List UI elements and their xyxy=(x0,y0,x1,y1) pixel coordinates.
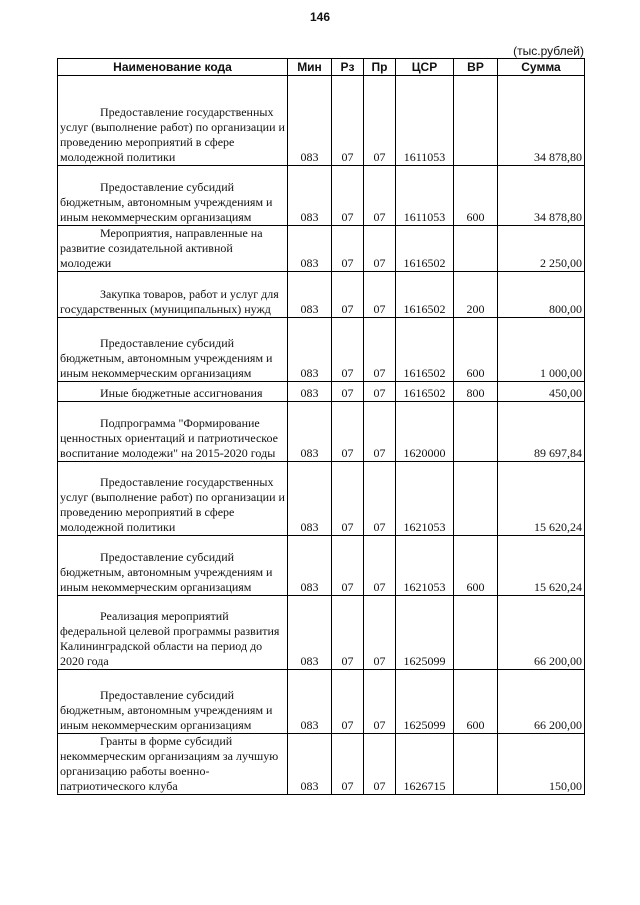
row-vr: 200 xyxy=(454,272,498,318)
row-csr: 1626715 xyxy=(396,734,454,795)
row-rz: 07 xyxy=(332,166,364,226)
row-name xyxy=(58,318,288,382)
table-row xyxy=(58,318,585,382)
header-rz: Рз xyxy=(332,59,364,76)
row-sum: 15 620,24 xyxy=(498,536,585,596)
row-name xyxy=(58,402,288,462)
table-row xyxy=(58,536,585,596)
row-name-text: Закупка товаров, работ и услуг для государственных (муниципальных) нужд xyxy=(60,287,279,316)
row-vr: 600 xyxy=(454,536,498,596)
row-name xyxy=(58,166,288,226)
row-name-text: Предоставление субсидий бюджетным, автономным учреждениям и иным некоммерческим организациям xyxy=(60,550,273,594)
row-vr xyxy=(454,226,498,272)
row-pr: 07 xyxy=(364,402,396,462)
table-row xyxy=(58,226,585,272)
row-name xyxy=(58,382,288,402)
row-csr: 1616502 xyxy=(396,318,454,382)
row-sum: 34 878,80 xyxy=(498,166,585,226)
row-min: 083 xyxy=(288,76,332,166)
row-sum: 66 200,00 xyxy=(498,670,585,734)
row-csr: 1611053 xyxy=(396,76,454,166)
row-name xyxy=(58,462,288,536)
table-row xyxy=(58,596,585,670)
row-rz: 07 xyxy=(332,402,364,462)
row-rz: 07 xyxy=(332,670,364,734)
row-rz: 07 xyxy=(332,596,364,670)
row-csr: 1621053 xyxy=(396,462,454,536)
row-csr: 1625099 xyxy=(396,596,454,670)
row-name xyxy=(58,596,288,670)
row-rz: 07 xyxy=(332,272,364,318)
row-name-text: Предоставление государственных услуг (выполнение работ) по организации и проведению мероприятий в сфере молодежной политики xyxy=(60,475,285,534)
row-csr: 1620000 xyxy=(396,402,454,462)
row-sum: 150,00 xyxy=(498,734,585,795)
units-label: (тыс.рублей) xyxy=(513,44,584,58)
table-row xyxy=(58,734,585,795)
row-rz: 07 xyxy=(332,226,364,272)
row-vr: 600 xyxy=(454,670,498,734)
row-vr: 800 xyxy=(454,382,498,402)
row-sum: 15 620,24 xyxy=(498,462,585,536)
row-min: 083 xyxy=(288,272,332,318)
row-pr: 07 xyxy=(364,166,396,226)
budget-table xyxy=(57,58,585,795)
row-name-text: Мероприятия, направленные на развитие созидательной активной молодежи xyxy=(60,226,263,270)
row-pr: 07 xyxy=(364,382,396,402)
table-row xyxy=(58,402,585,462)
row-rz: 07 xyxy=(332,318,364,382)
row-pr: 07 xyxy=(364,596,396,670)
row-rz: 07 xyxy=(332,536,364,596)
row-vr xyxy=(454,596,498,670)
header-min: Мин xyxy=(288,59,332,76)
table-row xyxy=(58,462,585,536)
row-min: 083 xyxy=(288,596,332,670)
header-pr: Пр xyxy=(364,59,396,76)
row-vr xyxy=(454,734,498,795)
row-sum: 450,00 xyxy=(498,382,585,402)
header-sum: Сумма xyxy=(498,59,585,76)
table-header-row xyxy=(58,59,585,76)
row-vr xyxy=(454,402,498,462)
page-number: 146 xyxy=(309,10,331,24)
table-row xyxy=(58,382,585,402)
row-csr: 1621053 xyxy=(396,536,454,596)
row-name-text: Иные бюджетные ассигнования xyxy=(100,386,263,400)
row-pr: 07 xyxy=(364,536,396,596)
row-min: 083 xyxy=(288,318,332,382)
row-csr: 1625099 xyxy=(396,670,454,734)
row-pr: 07 xyxy=(364,76,396,166)
row-csr: 1616502 xyxy=(396,272,454,318)
header-vr: ВР xyxy=(454,59,498,76)
row-name xyxy=(58,734,288,795)
row-rz: 07 xyxy=(332,382,364,402)
row-min: 083 xyxy=(288,226,332,272)
row-pr: 07 xyxy=(364,318,396,382)
row-pr: 07 xyxy=(364,226,396,272)
row-pr: 07 xyxy=(364,734,396,795)
row-pr: 07 xyxy=(364,272,396,318)
row-vr: 600 xyxy=(454,318,498,382)
row-name-text: Предоставление субсидий бюджетным, автономным учреждениям и иным некоммерческим организациям xyxy=(60,336,273,380)
row-min: 083 xyxy=(288,166,332,226)
row-pr: 07 xyxy=(364,462,396,536)
row-sum: 66 200,00 xyxy=(498,596,585,670)
header-name: Наименование кода xyxy=(58,59,288,76)
row-name-text: Подпрограмма "Формирование ценностных ориентаций и патриотическое воспитание молодежи" на 2015-2020 годы xyxy=(60,416,278,460)
row-min: 083 xyxy=(288,402,332,462)
row-name xyxy=(58,76,288,166)
row-name-text: Предоставление субсидий бюджетным, автономным учреждениям и иным некоммерческим организациям xyxy=(60,688,273,732)
row-name-text: Предоставление субсидий бюджетным, автономным учреждениям и иным некоммерческим организациям xyxy=(60,180,273,224)
row-sum: 1 000,00 xyxy=(498,318,585,382)
row-name xyxy=(58,272,288,318)
row-csr: 1611053 xyxy=(396,166,454,226)
row-vr xyxy=(454,462,498,536)
table-row xyxy=(58,76,585,166)
row-sum: 89 697,84 xyxy=(498,402,585,462)
row-csr: 1616502 xyxy=(396,226,454,272)
row-min: 083 xyxy=(288,382,332,402)
row-name xyxy=(58,670,288,734)
row-name-text: Гранты в форме субсидий некоммерческим организациям за лучшую организацию работы военно-патриотического клуба xyxy=(60,734,279,793)
header-csr: ЦСР xyxy=(396,59,454,76)
row-vr xyxy=(454,76,498,166)
row-name-text: Предоставление государственных услуг (выполнение работ) по организации и проведению мероприятий в сфере молодежной политики xyxy=(60,105,285,164)
row-rz: 07 xyxy=(332,76,364,166)
row-sum: 34 878,80 xyxy=(498,76,585,166)
row-min: 083 xyxy=(288,734,332,795)
table-row xyxy=(58,272,585,318)
table-row xyxy=(58,670,585,734)
row-min: 083 xyxy=(288,670,332,734)
row-vr: 600 xyxy=(454,166,498,226)
row-sum: 2 250,00 xyxy=(498,226,585,272)
row-pr: 07 xyxy=(364,670,396,734)
row-rz: 07 xyxy=(332,462,364,536)
row-min: 083 xyxy=(288,536,332,596)
row-name xyxy=(58,226,288,272)
row-sum: 800,00 xyxy=(498,272,585,318)
row-name-text: Реализация мероприятий федеральной целевой программы развития Калининградской области на период до 2020 года xyxy=(60,609,280,668)
row-rz: 07 xyxy=(332,734,364,795)
row-name xyxy=(58,536,288,596)
row-min: 083 xyxy=(288,462,332,536)
row-csr: 1616502 xyxy=(396,382,454,402)
table-row xyxy=(58,166,585,226)
